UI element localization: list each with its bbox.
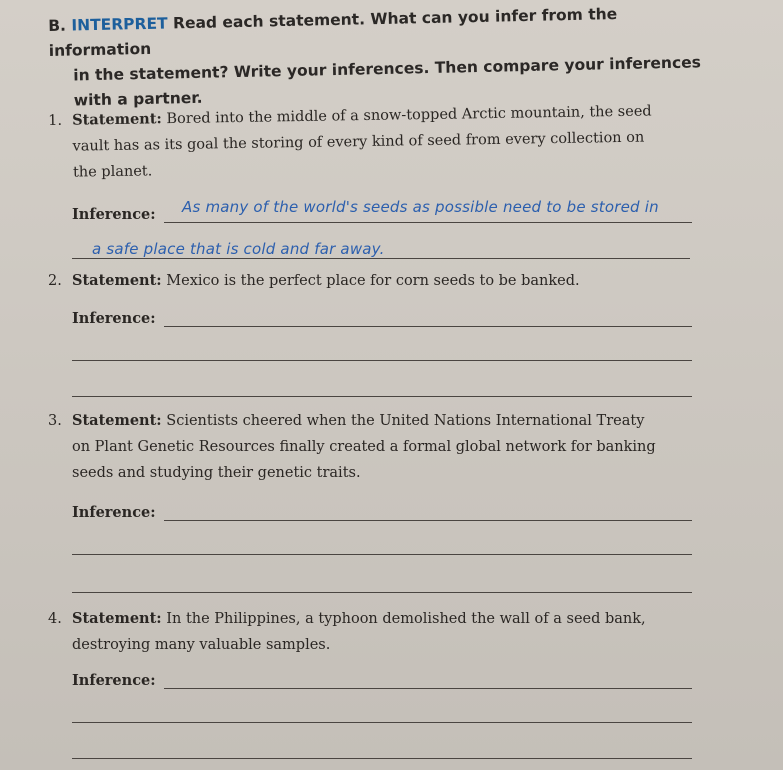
inference-3-row[interactable] [72,500,692,524]
instruction-line-3: with a partner. [73,88,203,110]
statement-text-line-2: vault has as its goal the storing of every kind of seed from every collection on [72,129,645,155]
inference-3-line-1[interactable] [164,520,692,521]
inference-1-line-1[interactable] [164,222,692,223]
item-number: 1. [48,112,63,129]
inference-2-row[interactable] [72,306,692,330]
inference-4-line-2[interactable] [72,722,692,723]
statement-label: Statement: [72,610,162,627]
statement-text-line-1: Scientists cheered when the United Nations International Treaty [166,413,645,429]
statement-text-line-1: Mexico is the perfect place for corn seeds to be banked. [166,273,580,289]
statement-text-line-2: destroying many valuable samples. [72,637,331,653]
inference-3-line-3[interactable] [72,592,692,593]
item-number: 2. [48,273,62,289]
statement-text-line-1: In the Philippines, a typhoon demolished the wall of a seed bank, [166,611,646,627]
instruction-line-1: Read each statement. What can you infer from the information [48,5,618,60]
inference-4-line-1[interactable] [164,688,692,689]
statement-text-line-3: the planet. [72,163,153,181]
inference-2-line-2[interactable] [72,360,692,361]
inference-2-line-1[interactable] [164,326,692,327]
statement-3 [48,408,708,486]
inference-label: Inference: [72,310,156,327]
handwritten-answer-1: As many of the world's seeds as possible need to be stored in [182,198,659,216]
statement-text-line-2: on Plant Genetic Resources finally created a formal global network for banking [72,439,656,455]
handwritten-answer-2: a safe place that is cold and far away. [92,240,385,258]
inference-1-line-2[interactable] [72,258,690,259]
statement-4 [48,606,708,658]
inference-label: Inference: [72,672,156,689]
statement-label: Statement: [72,272,162,289]
inference-2-line-3[interactable] [72,396,692,397]
instruction-header [48,0,710,114]
inference-4-line-3[interactable] [72,758,692,759]
inference-label: Inference: [72,504,156,521]
statement-text-line-1: Bored into the middle of a snow-topped Arctic mountain, the seed [166,103,652,128]
statement-1 [48,98,709,186]
item-number: 4. [48,611,62,627]
inference-3-line-2[interactable] [72,554,692,555]
section-keyword: INTERPRET [71,14,168,35]
inference-label: Inference: [72,206,156,223]
item-number: 3. [48,413,62,429]
statement-2 [48,268,708,294]
statement-label: Statement: [72,412,162,429]
inference-4-row[interactable] [72,668,692,692]
statement-text-line-3: seeds and studying their genetic traits. [72,465,361,481]
instruction-line-2: in the statement? Write your inferences. Then compare your inferences [73,53,702,85]
section-letter: B. [48,16,67,35]
statement-label: Statement: [72,110,162,129]
